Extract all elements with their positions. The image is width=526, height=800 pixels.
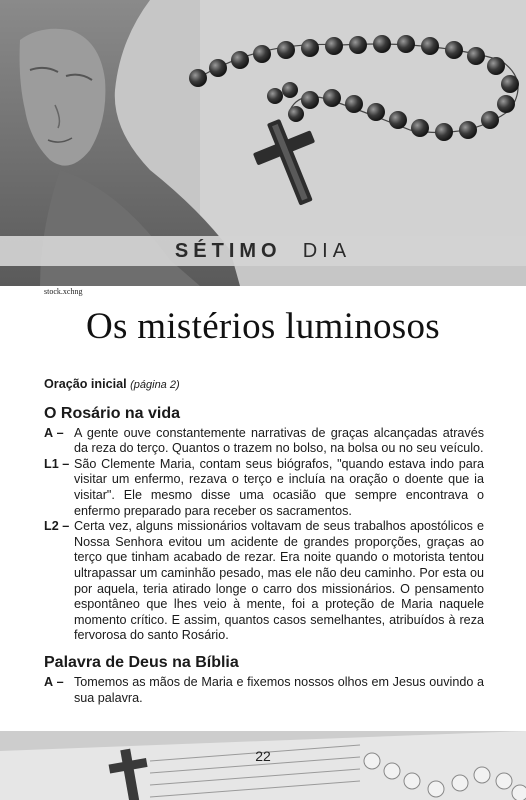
footer-photo bbox=[0, 731, 526, 800]
page-title: Os mistérios luminosos bbox=[85, 306, 441, 347]
bible-rosary-photo bbox=[0, 731, 526, 800]
dialogue-entry bbox=[44, 426, 484, 457]
speaker-tag: A – bbox=[44, 674, 64, 689]
section-heading-palavra: Palavra de Deus na Bíblia bbox=[44, 653, 239, 671]
entry-text: Certa vez, alguns missionários voltavam de seus trabalhos apostólicos e Nossa Senhora evitou um acidente de grandes proporções, graças ao terço que tinham acabado de rezar. Era noite quando o motorista tentou ultrapassar um caminhão pesado, mas ele não deu caminho. Por esta ou por aquela, teria atirado longe o carro dos missionários. O pensamento espontâneo que lhes veio à mente, foi a proteção de Maria naquele momento crítico. E assim, quantos casos semelhantes, atribuídos à reza fervorosa do santo Rosário. bbox=[74, 519, 484, 643]
speaker-tag: L2 – bbox=[44, 519, 70, 534]
speaker-tag: L1 – bbox=[44, 456, 70, 471]
entry-text: A gente ouve constantemente narrativas de graças alcançadas através da reza do terço. Quantos o trazem no bolso, na bolsa ou no seu veículo. bbox=[74, 425, 484, 456]
dialogue-entry bbox=[44, 457, 484, 519]
dialogue-entry bbox=[44, 675, 484, 706]
day-title-word: DIA bbox=[302, 240, 352, 262]
page-number: 22 bbox=[255, 748, 271, 764]
day-title-ordinal: SÉTIMO bbox=[174, 240, 282, 262]
entry-text: São Clemente Maria, contam seus biógrafos, "quando estava indo para visitar um enfermo, rezava o terço e incluía na oração o doente que ia visitar". Ele mesmo disse uma ocasião que sempre encontrava o enfermo preparado para receber os sacramentos. bbox=[74, 456, 484, 518]
opening-prayer-label: Oração inicial bbox=[44, 377, 127, 391]
section-heading-rosario: O Rosário na vida bbox=[44, 404, 181, 422]
photo-credit: stock.xchng bbox=[44, 287, 83, 296]
opening-prayer-ref: (página 2) bbox=[130, 379, 180, 391]
day-title bbox=[0, 238, 526, 264]
opening-prayer bbox=[44, 377, 484, 394]
speaker-tag: A – bbox=[44, 425, 64, 440]
dialogue-entry bbox=[44, 519, 484, 644]
main-content bbox=[44, 377, 484, 706]
entry-text: Tomemos as mãos de Maria e fixemos nossos olhos em Jesus ouvindo a sua palavra. bbox=[74, 674, 484, 705]
